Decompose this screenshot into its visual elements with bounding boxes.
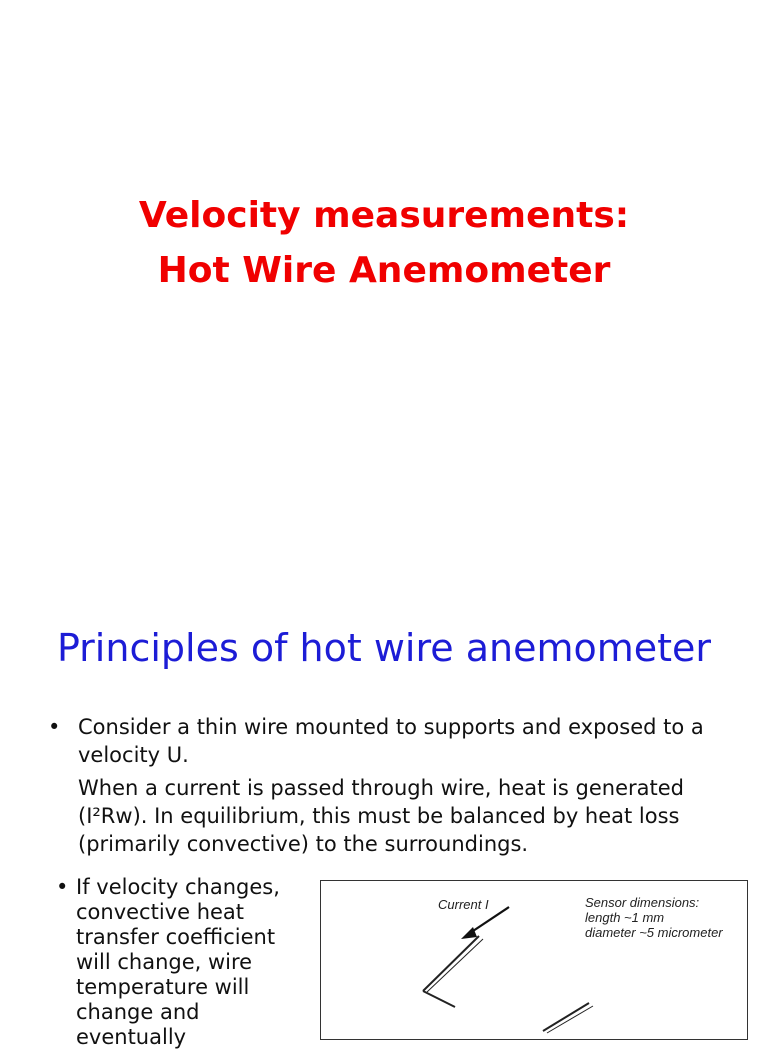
support-prong-upper-edge xyxy=(427,939,483,992)
bullet-paragraph-1: Consider a thin wire mounted to supports and exposed to a velocity U. xyxy=(78,715,704,767)
lower-bullet-text: If velocity changes, convective heat transfer coefficient will change, wire temperature will change and eventually xyxy=(76,875,280,1049)
slide-title-line2: Hot Wire Anemometer xyxy=(157,250,611,291)
bullet-glyph: • xyxy=(56,875,69,899)
support-prong-lower-3 xyxy=(547,1006,593,1033)
sensor-label-line1: Sensor dimensions: xyxy=(585,895,700,910)
slide-title xyxy=(0,188,768,298)
section-heading: Principles of hot wire anemometer xyxy=(56,626,712,670)
sensor-figure xyxy=(320,880,748,1040)
support-prong-lower xyxy=(423,991,455,1007)
sensor-label-line3: diameter ~5 micrometer xyxy=(585,925,723,940)
bullet-body xyxy=(78,713,728,858)
bullet-paragraph-2: When a current is passed through wire, heat is generated (I²Rw). In equilibrium, this must be balanced by heat loss (primarily convective) to the surroundings. xyxy=(78,776,684,856)
support-prong-lower-2 xyxy=(543,1003,589,1031)
slide-title-line1: Velocity measurements: xyxy=(138,195,630,236)
main-bullet xyxy=(48,713,728,863)
sensor-dimensions-label xyxy=(585,895,723,940)
current-label: Current I xyxy=(438,897,489,912)
support-prong-upper xyxy=(423,936,479,991)
sensor-label-line2: length ~1 mm xyxy=(585,910,665,925)
bullet-glyph: • xyxy=(48,715,61,739)
